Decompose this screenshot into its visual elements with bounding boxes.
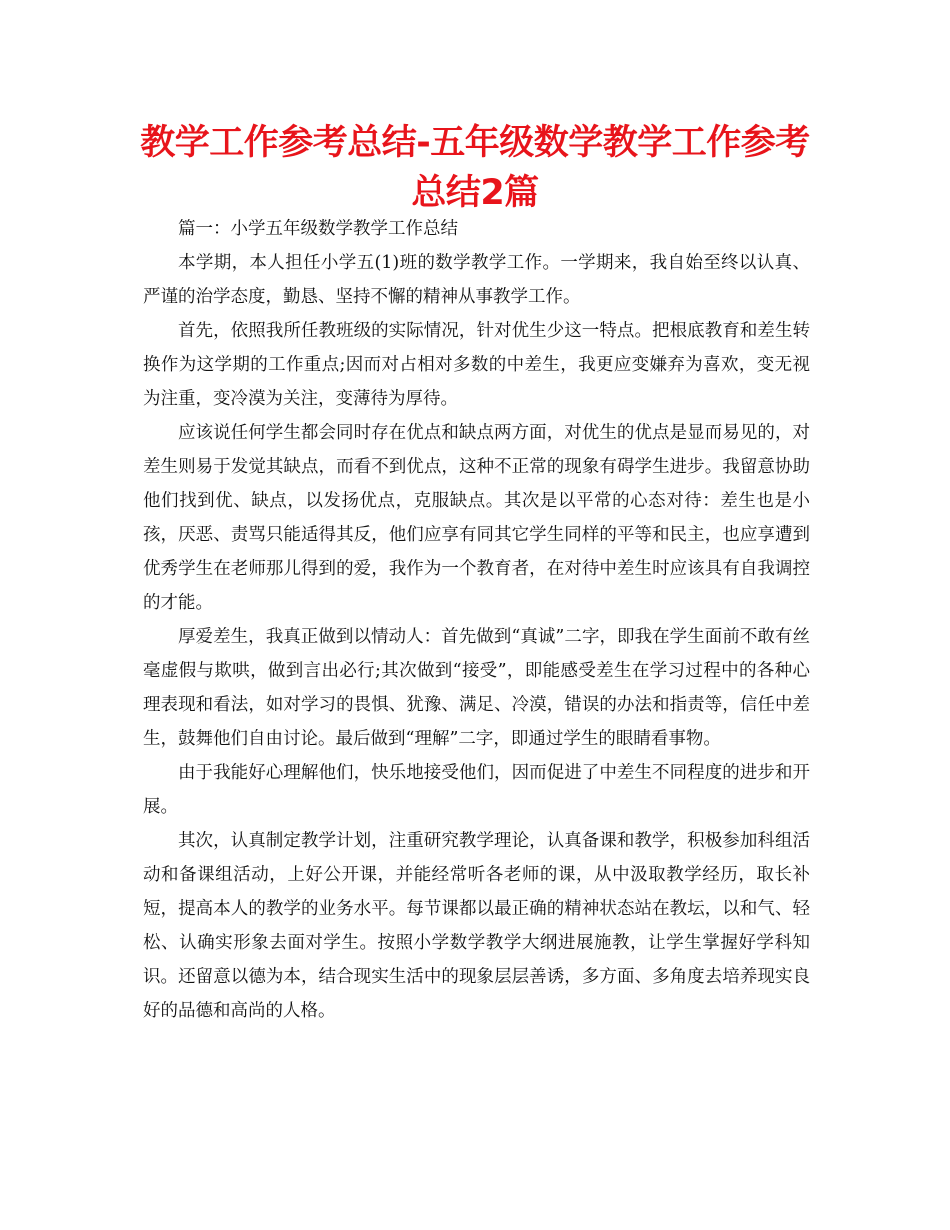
paragraph: 本学期，本人担任小学五(1)班的数学教学工作。一学期来，我自始至终以认真、严谨的治学态度，勤恳、坚持不懈的精神从事教学工作。: [143, 253, 810, 307]
document-body: [143, 212, 810, 1028]
paragraph: 首先，依照我所任教班级的实际情况，针对优生少这一特点。把根底教育和差生转换作为这学期的工作重点;因而对占相对多数的中差生，我更应变嫌弃为喜欢，变无视为注重，变冷漠为关注，变薄待为厚待。: [143, 321, 810, 409]
paragraph: 厚爱差生，我真正做到以情动人：首先做到“真诚”二字，即我在学生面前不敢有丝毫虚假与欺哄，做到言出必行;其次做到“接受”，即能感受差生在学习过程中的各种心理表现和看法，如对学习的畏惧、犹豫、满足、冷漠，错误的办法和指责等，信任中差生，鼓舞他们自由讨论。最后做到“理解”二字，即通过学生的眼睛看事物。: [143, 627, 810, 749]
paragraph: 其次，认真制定教学计划，注重研究教学理论，认真备课和教学，积极参加科组活动和备课组活动，上好公开课，并能经常听各老师的课，从中汲取教学经历，取长补短，提高本人的教学的业务水平。每节课都以最正确的精神状态站在教坛，以和气、轻松、认确实形象去面对学生。按照小学数学教学大纲进展施教，让学生掌握好学科知识。还留意以德为本，结合现实生活中的现象层层善诱，多方面、多角度去培养现实良好的品德和高尚的人格。: [143, 831, 810, 1021]
section-heading: 篇一：小学五年级数学教学工作总结: [178, 219, 458, 239]
paragraph: 由于我能好心理解他们，快乐地接受他们，因而促进了中差生不同程度的进步和开展。: [143, 763, 810, 817]
paragraph: 应该说任何学生都会同时存在优点和缺点两方面，对优生的优点是显而易见的，对差生则易于发觉其缺点，而看不到优点，这种不正常的现象有碍学生进步。我留意协助他们找到优、缺点，以发扬优点，克服缺点。其次是以平常的心态对待：差生也是小孩，厌恶、责骂只能适得其反，他们应享有同其它学生同样的平等和民主，也应享遭到优秀学生在老师那儿得到的爱，我作为一个教育者，在对待中差生时应该具有自我调控的才能。: [143, 423, 810, 613]
document-title: 教学工作参考总结-五年级数学教学工作参考总结2篇: [140, 123, 810, 213]
